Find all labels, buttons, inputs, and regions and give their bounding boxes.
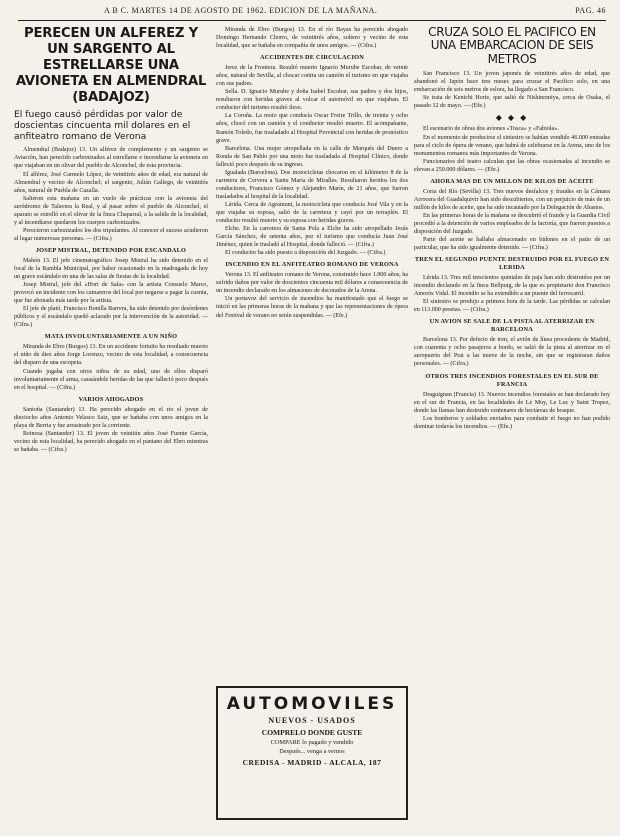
column-3: [414, 26, 610, 806]
header-page: PAG. 46: [575, 6, 606, 15]
article-paragraph: Un portavoz del servicio de incendios ha manifestado que el fuego se inició en las primeras horas de la mañana y que las representaciones de ópera del Festival de verano no serán suspendidas. — (Efe.): [216, 296, 408, 319]
column-2: [216, 26, 408, 678]
article-paragraph: Perecieron carbonizados los dos tripulantes. Al conocer el suceso acudieron al lugar numerosas personas. — (Cifra.): [14, 227, 208, 242]
article-paragraph: Los bomberos y soldados enviados para combatir el fuego no han podido dominar todavía los incendios. — (Efe.): [414, 415, 610, 430]
ad-line-2: COMPARE lo pagado y vendido: [270, 739, 354, 746]
headline-pacifico: CRUZA SOLO EL PACIFICO EN UNA EMBARCACION DE SEIS METROS: [428, 26, 596, 66]
article-paragraph: Coria del Río (Sevilla) 13. Tres nuevos desfalcos y fraudes en la Cámara Arrocera del Guadalquivir han sido descubiertos, con un perjuicio de más de un millón de kilos de aceite, que ha sido incautado por la Delegación de Abastos.: [414, 188, 610, 211]
article-paragraph: Verona 13. El anfiteatro romano de Verona, construido hace 1.900 años, ha sufrido daños por valor de doscientos cincuenta mil dólares a consecuencia de un incendio declarado en los almacenes de decorados de la Arena.: [216, 272, 408, 295]
article-paragraph: Elche. En la carretera de Santa Pola a Elche ha sido atropellado Jesús García Sánchez, de setenta años, por el turismo que conducía Juan José Jiménez, quien le trasladó al Hospital, donde falleció. — (Cifra.): [216, 226, 408, 249]
article-paragraph: Miranda de Ebro (Burgos) 13. En el río Bayas ha perecido ahogado Domingo Hernando Chorro, de veintitrés años, soltero y vecino de esta localidad, que se bañaba en compañía de unos amigos. — (Cifra.): [216, 27, 408, 50]
article-paragraph: Jerez de la Frontera. Resultó muerto Ignacio Murube Escobar, de veinte años, natural de Sevilla, al chocar contra un camión el turismo en que viajaba con sus padres.: [216, 65, 408, 88]
ad-line-1: COMPRELO DONDE GUSTE: [261, 728, 363, 737]
article-paragraph: En las primeras horas de la mañana se descubrió el fraude y la Guardia Civil procedió a la detención de varios empleados de la factoría, que fueron puestos a disposición del Juzgado.: [414, 212, 610, 235]
headline-avioneta: PERECEN UN ALFEREZ Y UN SARGENTO AL ESTRELLARSE UNA AVIONETA EN ALMENDRAL (BADAJOZ): [15, 26, 207, 105]
article-paragraph: El alférez, José Carmelo López, de veintitrés años de edad, era natural de Almendral y vecino de Alconchel; el sargento, Julián Gallego, de veintidós años, natural de Puebla de Cazalla.: [14, 171, 208, 194]
section-heading-mistral: JOSEP MISTRAL, DETENIDO POR ESCANDALO: [35, 246, 187, 254]
ad-line-3: Después... venga a vernos: [279, 748, 345, 755]
column-1: [14, 26, 208, 806]
article-paragraph: El conductor ha sido puesto a disposición del Juzgado. — (Cifra.): [225, 250, 386, 257]
article-paragraph: San Francisco 13. Un joven japonés de veintitrés años de edad, que abandonó el Japón hace tres meses para cruzar el Pacífico solo, en una embarcación de seis metros de eslora, ha llegado a San Francisco.: [414, 71, 610, 94]
article-paragraph: Reinosa (Santander) 13. El joven de veintiún años José Fuente García, vecino de esta localidad, ha perecido ahogado en el pantano del Ebro mientras se bañaba. — (Cifra.): [14, 430, 208, 453]
article-paragraph: El jefe de plató, Francisco Bonilla Barrera, ha sido detenido por desórdenes públicos y el escándalo quedó aclarado por la intervención de la autoridad. — (Cifra.): [14, 306, 208, 329]
section-heading-francia: OTROS TRES INCENDIOS FORESTALES EN EL SUR DE FRANCIA: [425, 372, 599, 388]
article-paragraph: El escenario de obras dos aviones «Tosca» y «Fabiola».: [423, 126, 559, 133]
article-paragraph: Barcelona 13. Por defecto de tren, el avión de línea procedente de Madrid, con cuarenta y ocho pasajeros a bordo, se salió de la pista al aterrizar en el aeropuerto del Prat a las nueve de la noche, sin que se registraran daños personales. — (Cifra.): [414, 337, 610, 368]
subhead-verona: El fuego causó pérdidas por valor de doscientas cincuenta mil dolares en el anfiteatro romano de Verona: [14, 109, 191, 142]
article-paragraph: Almendral (Badajoz) 13. Un alférez de complemento y un sargento se Aviación, han perecido carbonizados al estrellarse e incendiarse la avioneta en que viajaban en un olivar del pueblo de Alconchel, de esta provincia.: [14, 147, 208, 170]
article-paragraph: Josep Mistral, jefe del «Hort de Sala» con la artista Consuelo Marco, provocó un incidente con los camareros del local por negarse a pagar la cuenta, que fue abonada más tarde por la artista.: [14, 282, 208, 305]
article-paragraph: Salieron esta mañana en un vuelo de prácticas con la avioneta del aeródromo de Talavera la Real, y al pasar sobre el pueblo de Alconchel, el aparato se estrelló en el olivar de la finca Chaparral, a la salida de la localidad, y al incendiarse quedaron los cuerpos carbonizados.: [14, 195, 208, 226]
article-paragraph: Mahón 13. El jefe cinematográfico Josep Mistral ha sido detenido en el local de la Rambla Municipal, por haber ocasionado en la madrugada de hoy un grave escándalo en una de las salas de fiestas de la localidad.: [14, 257, 208, 281]
section-heading-lerida: TREN EL SEGUNDO PUENTE DESTRUIDO POR EL FUEGO EN LERIDA: [414, 256, 610, 272]
section-heading-accidentes: ACCIDENTES DE CIRCULACION: [259, 54, 365, 62]
article-paragraph: Lérida 13. Tres mil trescientos quintales de paja han sido destruidos por un incendio declarado en la finca Bellpuig, de la que es propietario don Francisco Amorós Vidal. El incendio se ha extendido a un puente del ferrocarril.: [414, 275, 610, 298]
article-paragraph: Sella. D. Ignacio Murube y doña Isabel Escobar, sus padres y dos hijos, resultaron con heridas graves al volcar el automóvil en que viajaban. El conductor del turismo resultó ileso.: [216, 89, 408, 112]
running-header: [18, 6, 606, 21]
article-paragraph: Santoña (Santander) 13. Ha perecido ahogado en el río el joven de dieciocho años Antonio Velasco Saiz, que se bañaba con unos amigos en la playa de Berria y fue arrastrado por la corriente.: [14, 406, 208, 429]
section-heading-ahogados: VARIOS AHOGADOS: [78, 395, 144, 403]
article-paragraph: Funcionarios del teatro calculan que las obras ocasionadas al incendio se elevan a 250.000 dólares. — (Efe.): [414, 158, 610, 173]
article-paragraph: La Coruña. La moto que conducía Oscar Freire Trillo, de treinta y ocho años, chocó con un camión y el conductor resultó muerto. El acompañante, Ramón Toledo, fue trasladado al Hospital Provincial con heridas de pronóstico grave.: [216, 113, 408, 144]
article-paragraph: Barcelona. Una mujer atropellada en la calle de Marqués del Duero a Ronda de San Pablo por una moto fue trasladada al Hospital Clínico, donde falleció poco después de su ingreso.: [216, 145, 408, 168]
ad-title: AUTOMOVILES: [226, 694, 398, 714]
section-ornament: ◆ ◆ ◆: [495, 113, 529, 123]
automoviles-advertisement: [216, 686, 408, 820]
article-paragraph: En el momento de producirse el siniestro se habían vendido 46.000 entradas para el ciclo de ópera de verano, que habrá de celebrarse en la Arena, uno de los monumentos romanos más importantes de Verona.: [414, 134, 610, 157]
article-paragraph: Draguignan (Francia) 13. Nuevos incendios forestales se han declarado hoy en el sur de Francia, en las localidades de Le Muy, Le Luc y Saint Tropez, donde las llamas han destruido centenares de hectáreas de bosque.: [414, 391, 610, 414]
header-edition: A B C. MARTES 14 DE AGOSTO DE 1962. EDICION DE LA MAÑANA.: [104, 6, 378, 15]
article-paragraph: Parte del aceite se hallaba almacenado en bidones en el patio de un particular, que ha sido igualmente detenido. — (Cifra.): [414, 237, 610, 252]
article-paragraph: Se trata de Kenichi Horie, que salió de Nishinomiya, cerca de Osaka, el pasado 12 de mayo. — (Efe.): [414, 95, 610, 110]
section-heading-aceite: AHORA MAS DE UN MILLON DE KILOS DE ACEITE: [430, 177, 594, 185]
article-paragraph: Cuando jugaba con otros niños de su edad, uno de ellos disparó involuntariamente el arma, causándole heridas de las que falleció poco después en el hospital. — (Cifra.): [14, 368, 208, 391]
section-heading-nino: MATA INVOLUNTARIAMENTE A UN NIÑO: [44, 333, 178, 341]
article-paragraph: Igualada (Barcelona). Dos motocicletas chocaron en el kilómetro 8 de la carretera de Cervera a Santa María de Miralles. Resultaron heridos los dos conductores, Francisco Gómez y Alejandro Marín, de 21 años, que fueron trasladados al hospital de la localidad.: [216, 169, 408, 200]
article-paragraph: Miranda de Ebro (Burgos) 13. En un accidente fortuito ha resultado muerto el niño de diez años Jorge Lorenzo, vecino de esta localidad, a consecuencia del disparo de una escopeta.: [14, 344, 208, 367]
article-paragraph: Lérida. Cerca de Agramunt, la motocicleta que conducía José Vila y en la que viajaba su esposa, salió de la carretera y cayó por un terraplén. El conductor resultó muerto y su esposa con heridas graves.: [216, 201, 408, 225]
section-heading-avion: UN AVION SE SALE DE LA PISTA AL ATERRIZAR EN BARCELONA: [429, 318, 595, 334]
ad-address: CREDISA - MADRID - ALCALA, 187: [242, 758, 382, 767]
article-paragraph: El siniestro se produjo a primera hora de la tarde. Las pérdidas se calculan en 113.000 pesetas. — (Cifra.): [414, 299, 610, 314]
section-heading-incendio: INCENDIO EN EL ANFITEATRO ROMANO DE VERONA: [225, 261, 399, 269]
ad-subtitle: NUEVOS - USADOS: [268, 716, 356, 725]
